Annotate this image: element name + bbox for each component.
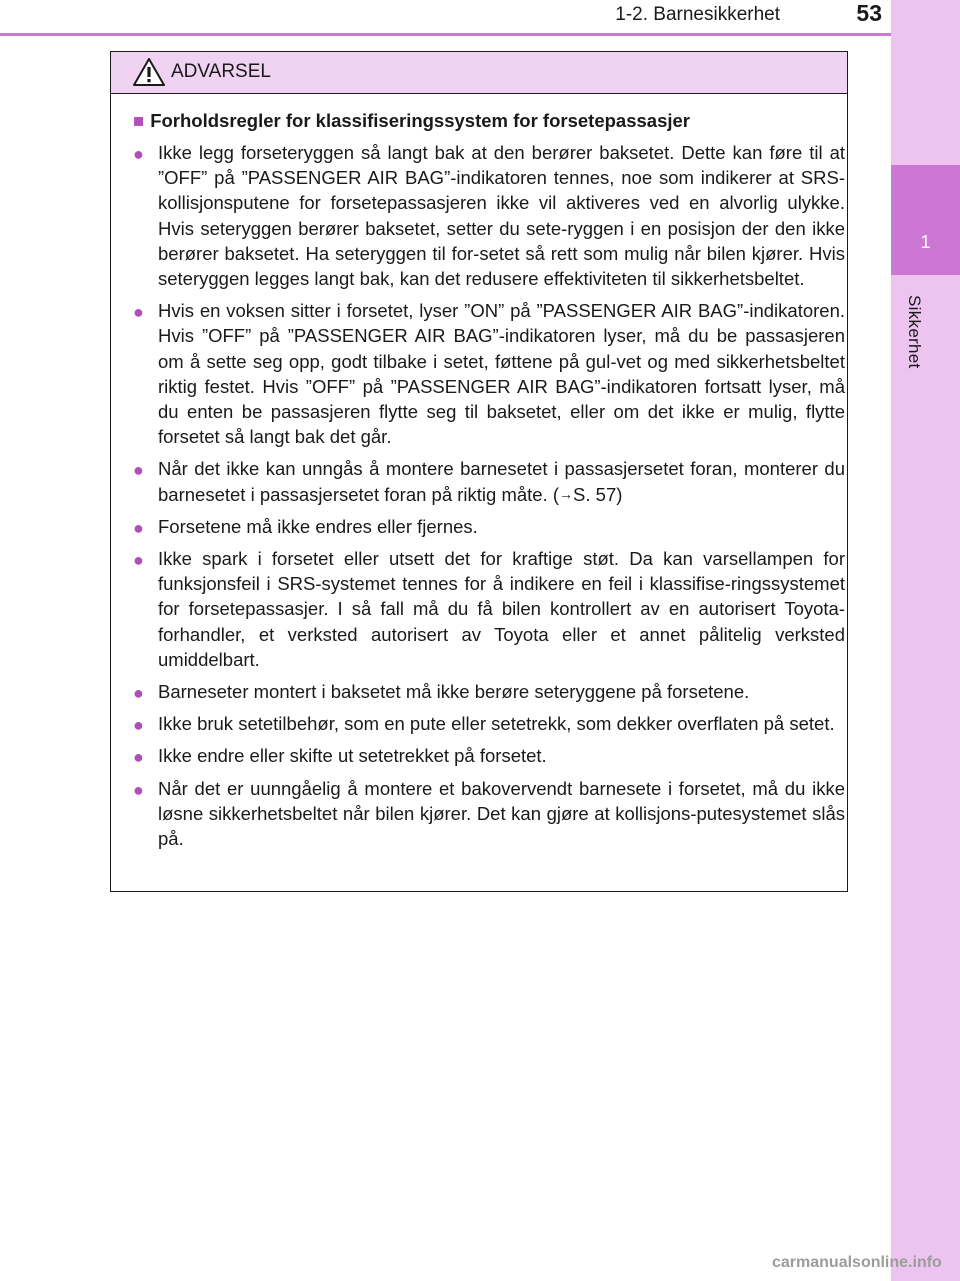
- chapter-tab-label: Sikkerhet: [905, 295, 924, 369]
- bullet-icon: ●: [133, 302, 144, 323]
- bullet-icon: ●: [133, 715, 144, 736]
- bullet-icon: ●: [133, 550, 144, 571]
- warning-triangle-icon: [133, 58, 165, 86]
- list-item: ● Ikke legg forseteryggen så langt bak at den berører baksetet. Dette kan føre til at ”OFF” på ”PASSENGER AIR BAG”-indikatoren tennes, noe som indikerer at SRS-kollisjonsputene for forsetepassasjeren ikke vil aktiveres ved en alvorlig ulykke. Hvis seteryggen berører baksetet, setter du sete-ryggen i en posisjon der den ikke berører baksetet. Ha seteryggen til for-setet så rett som mulig når bilen kjører. Hvis seteryggen legges langt bak, kan det redusere effektiviteten til sikkerhetsbeltet.: [133, 142, 845, 290]
- chapter-tab-number: 1: [920, 232, 931, 252]
- list-item: ● Når det ikke kan unngås å montere barnesetet i passasjersetet foran, monterer du barnesetet i passasjersetet foran på riktig måte. (→S. 57): [133, 458, 845, 505]
- running-header-chapter: 1-2. Barnesikkerhet: [615, 4, 780, 25]
- watermark: carmanualsonline.info: [772, 1254, 942, 1271]
- section-title-text: Forholdsregler for klassifiseringssystem for forsetepassasjer: [150, 110, 690, 131]
- section-title: [133, 110, 690, 132]
- bullet-icon: ●: [133, 144, 144, 164]
- page-ref-arrow-icon: →: [559, 485, 574, 502]
- list-item: ● Ikke endre eller skifte ut setetrekket på forsetet.: [133, 743, 845, 768]
- page-number: 53: [856, 0, 882, 26]
- list-item: ● Når det er uunngåelig å montere et bakovervendt barnesete i forsetet, må du ikke løsne sikkerhetsbeltet når bilen kjører. Det kan gjøre at kollisjons-putesystemet slås på.: [133, 777, 845, 850]
- warning-title: ADVARSEL: [171, 61, 271, 82]
- bullet-icon: ●: [133, 460, 144, 481]
- bullet-icon: ●: [133, 517, 144, 538]
- warning-box: [110, 51, 848, 892]
- list-item: ● Hvis en voksen sitter i forsetet, lyser ”ON” på ”PASSENGER AIR BAG”-indikatoren. Hvis ”OFF” på ”PASSENGER AIR BAG”-indikatoren lyser, må du be passasjeren om å sette seg opp, godt tilbake i setet, føttene på gul-vet og med sikkerhetsbeltet riktig festet. Hvis ”OFF” på ”PASSENGER AIR BAG”-indikatoren fortsatt lyser, må du enten be passasjeren flytte seg til baksetet, eller om det ikke er mulig, flytte forsetet så langt bak det går.: [133, 300, 845, 448]
- list-item: ● Ikke bruk setetilbehør, som en pute eller setetrekk, som dekker overflaten på setet.: [133, 711, 845, 736]
- warning-items: [133, 140, 845, 858]
- bullet-icon: ●: [133, 683, 144, 704]
- header-rule: [0, 33, 891, 36]
- warning-header: [111, 52, 847, 94]
- list-item: ● Barneseter montert i baksetet må ikke berøre seteryggene på forsetene.: [133, 679, 845, 704]
- page-reference-link[interactable]: S. 57): [573, 483, 623, 505]
- bullet-icon: ●: [133, 779, 144, 800]
- list-item: ● Forsetene må ikke endres eller fjernes.: [133, 514, 845, 539]
- section-square-icon: ■: [133, 110, 145, 131]
- chapter-tab[interactable]: [891, 165, 960, 275]
- list-item: ● Ikke spark i forsetet eller utsett det for kraftige støt. Da kan varsellampen for funksjonsfeil i SRS-systemet tennes for å indikere en feil i klassifise-ringssystemet for forsetepassasjer. I så fall må du få bilen kontrollert av en autorisert Toyota-forhandler, et verksted autorisert av Toyota eller et annet pålitelig verksted umiddelbart.: [133, 548, 845, 670]
- bullet-icon: ●: [133, 747, 144, 768]
